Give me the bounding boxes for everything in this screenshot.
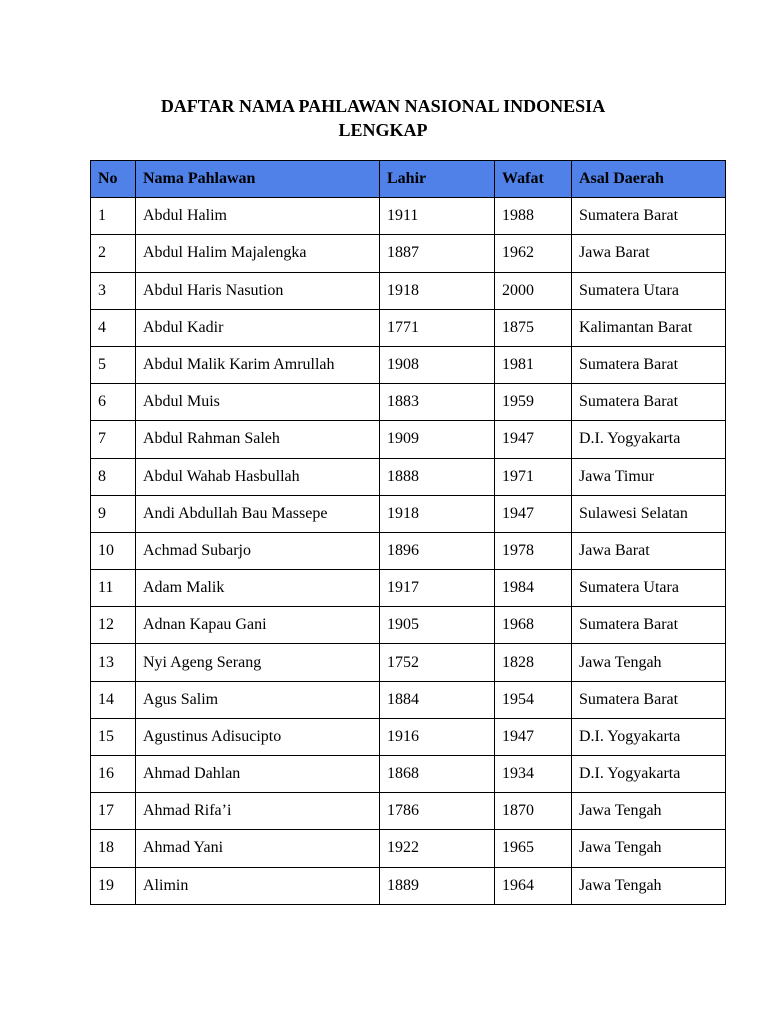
cell-no: 19 bbox=[91, 867, 136, 904]
cell-died: 1875 bbox=[495, 309, 572, 346]
table-row bbox=[91, 867, 726, 904]
table-row bbox=[91, 644, 726, 681]
cell-origin: Sumatera Barat bbox=[572, 346, 726, 383]
cell-died: 1964 bbox=[495, 867, 572, 904]
cell-died: 1965 bbox=[495, 830, 572, 867]
cell-no: 3 bbox=[91, 272, 136, 309]
cell-origin: Sumatera Barat bbox=[572, 607, 726, 644]
cell-no: 12 bbox=[91, 607, 136, 644]
cell-name: Nyi Ageng Serang bbox=[136, 644, 380, 681]
cell-born: 1868 bbox=[380, 756, 495, 793]
cell-name: Ahmad Dahlan bbox=[136, 756, 380, 793]
cell-no: 11 bbox=[91, 570, 136, 607]
page-title bbox=[90, 94, 676, 142]
cell-origin: Jawa Tengah bbox=[572, 867, 726, 904]
cell-origin: Jawa Barat bbox=[572, 532, 726, 569]
cell-name: Ahmad Yani bbox=[136, 830, 380, 867]
cell-name: Abdul Haris Nasution bbox=[136, 272, 380, 309]
cell-name: Abdul Rahman Saleh bbox=[136, 421, 380, 458]
cell-name: Adnan Kapau Gani bbox=[136, 607, 380, 644]
cell-died: 1981 bbox=[495, 346, 572, 383]
cell-born: 1771 bbox=[380, 309, 495, 346]
cell-origin: Jawa Tengah bbox=[572, 830, 726, 867]
cell-died: 1947 bbox=[495, 421, 572, 458]
table-row bbox=[91, 793, 726, 830]
cell-name: Abdul Muis bbox=[136, 384, 380, 421]
cell-no: 7 bbox=[91, 421, 136, 458]
cell-died: 1959 bbox=[495, 384, 572, 421]
table-row bbox=[91, 607, 726, 644]
cell-name: Adam Malik bbox=[136, 570, 380, 607]
cell-origin: Kalimantan Barat bbox=[572, 309, 726, 346]
table-row bbox=[91, 458, 726, 495]
cell-name: Agustinus Adisucipto bbox=[136, 718, 380, 755]
cell-origin: D.I. Yogyakarta bbox=[572, 718, 726, 755]
cell-no: 1 bbox=[91, 198, 136, 235]
cell-no: 16 bbox=[91, 756, 136, 793]
cell-origin: Sumatera Utara bbox=[572, 570, 726, 607]
table-header-row bbox=[91, 161, 726, 198]
cell-no: 9 bbox=[91, 495, 136, 532]
cell-died: 1870 bbox=[495, 793, 572, 830]
cell-born: 1909 bbox=[380, 421, 495, 458]
cell-born: 1911 bbox=[380, 198, 495, 235]
cell-origin: Jawa Tengah bbox=[572, 644, 726, 681]
cell-name: Andi Abdullah Bau Massepe bbox=[136, 495, 380, 532]
column-header-died: Wafat bbox=[495, 161, 572, 198]
cell-no: 6 bbox=[91, 384, 136, 421]
cell-no: 4 bbox=[91, 309, 136, 346]
cell-died: 1947 bbox=[495, 718, 572, 755]
cell-origin: Jawa Tengah bbox=[572, 793, 726, 830]
cell-no: 5 bbox=[91, 346, 136, 383]
table-row bbox=[91, 718, 726, 755]
cell-name: Abdul Malik Karim Amrullah bbox=[136, 346, 380, 383]
page-title-line-1: DAFTAR NAMA PAHLAWAN NASIONAL INDONESIA bbox=[160, 96, 606, 116]
table-row bbox=[91, 830, 726, 867]
cell-born: 1908 bbox=[380, 346, 495, 383]
cell-died: 2000 bbox=[495, 272, 572, 309]
cell-died: 1971 bbox=[495, 458, 572, 495]
cell-died: 1954 bbox=[495, 681, 572, 718]
cell-no: 10 bbox=[91, 532, 136, 569]
table-row bbox=[91, 532, 726, 569]
page-title-line-2: LENGKAP bbox=[338, 120, 428, 140]
cell-name: Abdul Wahab Hasbullah bbox=[136, 458, 380, 495]
cell-born: 1896 bbox=[380, 532, 495, 569]
table-row bbox=[91, 570, 726, 607]
cell-name: Abdul Halim Majalengka bbox=[136, 235, 380, 272]
cell-origin: Sumatera Utara bbox=[572, 272, 726, 309]
cell-no: 2 bbox=[91, 235, 136, 272]
cell-no: 13 bbox=[91, 644, 136, 681]
cell-name: Abdul Kadir bbox=[136, 309, 380, 346]
cell-born: 1752 bbox=[380, 644, 495, 681]
table-row bbox=[91, 495, 726, 532]
cell-origin: Sumatera Barat bbox=[572, 198, 726, 235]
cell-born: 1883 bbox=[380, 384, 495, 421]
table-row bbox=[91, 421, 726, 458]
cell-origin: Sumatera Barat bbox=[572, 681, 726, 718]
table-row bbox=[91, 681, 726, 718]
cell-name: Achmad Subarjo bbox=[136, 532, 380, 569]
cell-born: 1922 bbox=[380, 830, 495, 867]
cell-born: 1917 bbox=[380, 570, 495, 607]
table-row bbox=[91, 272, 726, 309]
cell-died: 1934 bbox=[495, 756, 572, 793]
cell-died: 1968 bbox=[495, 607, 572, 644]
cell-born: 1916 bbox=[380, 718, 495, 755]
cell-born: 1918 bbox=[380, 272, 495, 309]
column-header-born: Lahir bbox=[380, 161, 495, 198]
column-header-no: No bbox=[91, 161, 136, 198]
cell-no: 8 bbox=[91, 458, 136, 495]
table-body bbox=[91, 198, 726, 905]
heroes-table bbox=[90, 160, 726, 905]
cell-born: 1918 bbox=[380, 495, 495, 532]
table-row bbox=[91, 346, 726, 383]
cell-name: Abdul Halim bbox=[136, 198, 380, 235]
column-header-name: Nama Pahlawan bbox=[136, 161, 380, 198]
cell-no: 18 bbox=[91, 830, 136, 867]
cell-born: 1786 bbox=[380, 793, 495, 830]
table-row bbox=[91, 384, 726, 421]
table-row bbox=[91, 198, 726, 235]
cell-origin: Jawa Barat bbox=[572, 235, 726, 272]
cell-no: 14 bbox=[91, 681, 136, 718]
cell-born: 1889 bbox=[380, 867, 495, 904]
cell-died: 1988 bbox=[495, 198, 572, 235]
cell-born: 1884 bbox=[380, 681, 495, 718]
cell-died: 1947 bbox=[495, 495, 572, 532]
cell-born: 1905 bbox=[380, 607, 495, 644]
table-row bbox=[91, 309, 726, 346]
cell-name: Ahmad Rifa’i bbox=[136, 793, 380, 830]
cell-name: Alimin bbox=[136, 867, 380, 904]
cell-died: 1978 bbox=[495, 532, 572, 569]
column-header-origin: Asal Daerah bbox=[572, 161, 726, 198]
cell-origin: D.I. Yogyakarta bbox=[572, 756, 726, 793]
cell-died: 1984 bbox=[495, 570, 572, 607]
table-row bbox=[91, 235, 726, 272]
cell-origin: Sumatera Barat bbox=[572, 384, 726, 421]
cell-born: 1887 bbox=[380, 235, 495, 272]
cell-origin: Sulawesi Selatan bbox=[572, 495, 726, 532]
table-row bbox=[91, 756, 726, 793]
cell-no: 17 bbox=[91, 793, 136, 830]
cell-no: 15 bbox=[91, 718, 136, 755]
cell-died: 1828 bbox=[495, 644, 572, 681]
cell-origin: D.I. Yogyakarta bbox=[572, 421, 726, 458]
cell-name: Agus Salim bbox=[136, 681, 380, 718]
cell-origin: Jawa Timur bbox=[572, 458, 726, 495]
cell-died: 1962 bbox=[495, 235, 572, 272]
cell-born: 1888 bbox=[380, 458, 495, 495]
